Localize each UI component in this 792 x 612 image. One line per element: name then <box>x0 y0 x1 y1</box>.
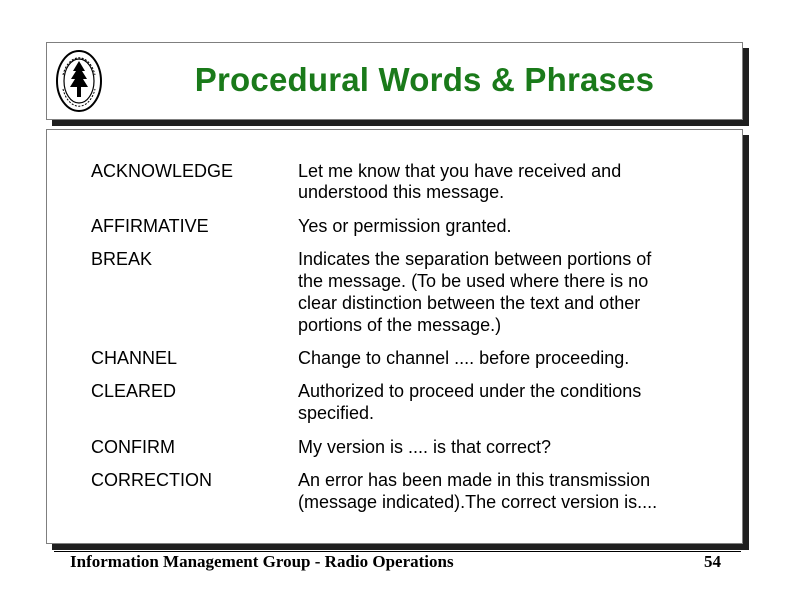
term-affirmative: AFFIRMATIVE <box>91 216 209 236</box>
page-title: Procedural Words & Phrases <box>194 61 655 98</box>
forest-service-seal-icon <box>55 49 103 113</box>
definition-break-line-3: clear distinction between the text and other <box>298 293 641 313</box>
definition-channel-line-1: Change to channel .... before proceeding. <box>298 348 630 368</box>
definition-break-line-4: portions of the message.) <box>298 315 502 335</box>
term-channel: CHANNEL <box>91 348 178 368</box>
definition-acknowledge-line-2: understood this message. <box>298 182 505 202</box>
term-correction: CORRECTION <box>91 470 212 490</box>
definition-affirmative-line-1: Yes or permission granted. <box>298 216 512 236</box>
term-acknowledge: ACKNOWLEDGE <box>91 161 234 181</box>
footer-text: Information Management Group - Radio Operations <box>70 552 454 571</box>
definition-break-line-1: Indicates the separation between portions of <box>298 249 652 269</box>
page-number: 54 <box>704 552 721 571</box>
definition-cleared-line-1: Authorized to proceed under the conditions <box>298 381 642 401</box>
definition-correction-line-1: An error has been made in this transmission <box>298 470 651 490</box>
definition-confirm-line-1: My version is .... is that correct? <box>298 437 552 457</box>
definition-cleared-line-2: specified. <box>298 403 375 423</box>
term-confirm: CONFIRM <box>91 437 175 457</box>
term-break: BREAK <box>91 249 153 269</box>
definition-acknowledge-line-1: Let me know that you have received and <box>298 161 622 181</box>
term-cleared: CLEARED <box>91 381 177 401</box>
content-panel <box>46 129 743 544</box>
definition-correction-line-2: (message indicated).The correct version is.... <box>298 492 658 512</box>
definition-break-line-2: the message. (To be used where there is no <box>298 271 649 291</box>
title-panel <box>46 42 743 120</box>
